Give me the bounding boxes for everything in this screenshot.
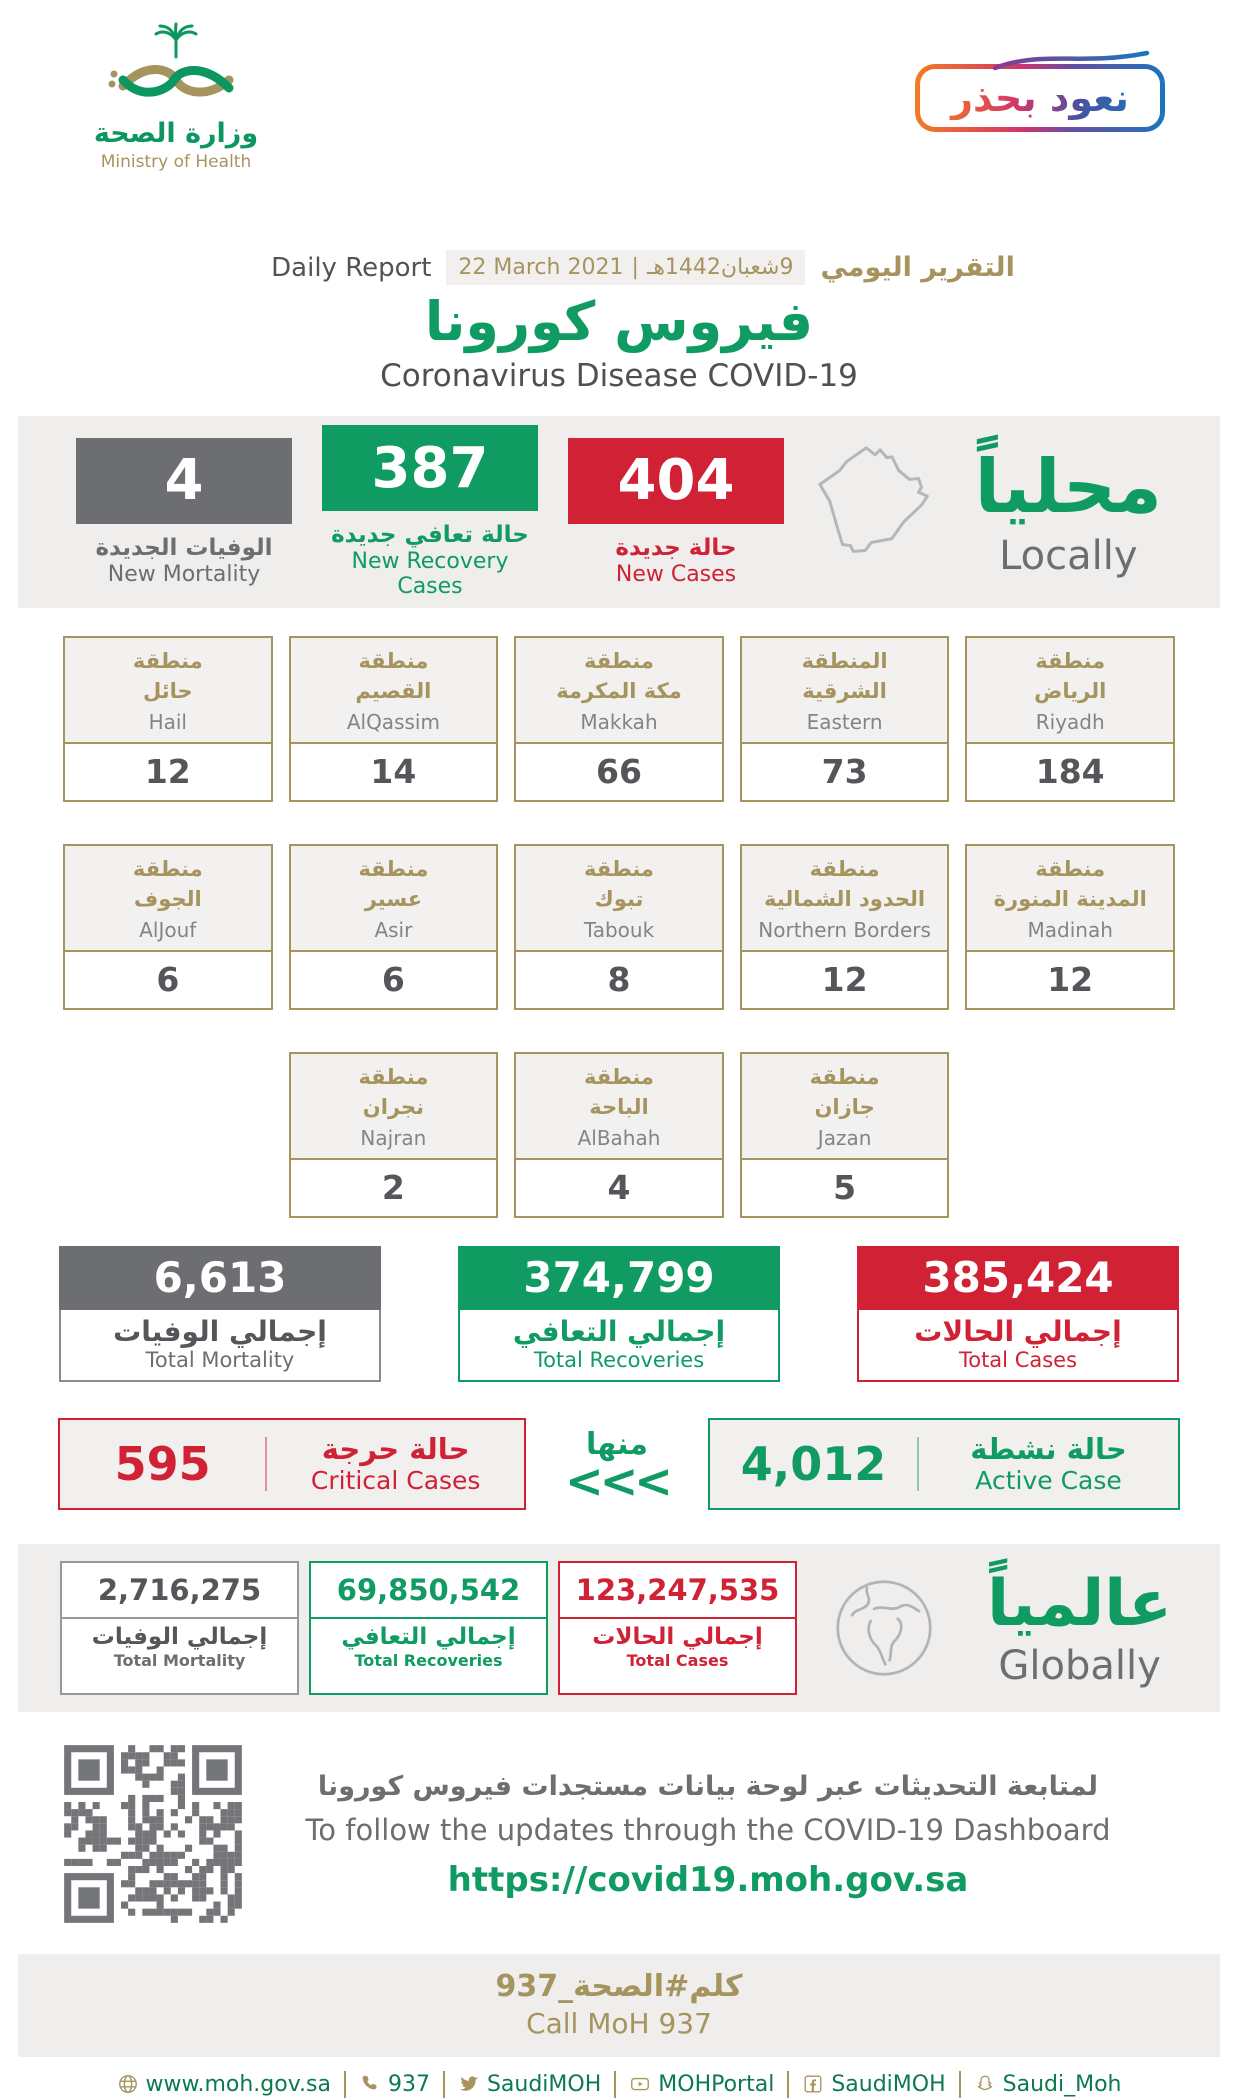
region-card-riyadh	[965, 636, 1175, 802]
region-card-madinah	[965, 844, 1175, 1010]
badge-frame	[915, 64, 1165, 132]
critical-cases-label-en: Critical Cases	[310, 1466, 481, 1496]
call-moh-band	[18, 1954, 1220, 2057]
chevrons-left-icon: <<<	[565, 1453, 669, 1508]
global-mortality-label-ar: إجمالي الوفيات	[91, 1623, 268, 1650]
daily-report-label: Daily Report	[271, 252, 432, 283]
new-recoveries-label-ar: حالة تعافي جديدة	[331, 522, 529, 548]
region-value: 4	[607, 1167, 631, 1207]
date-gregorian: 22 March 2021	[458, 255, 624, 280]
logo-name-english: Ministry of Health	[100, 152, 252, 172]
footer-item-snapchat[interactable]	[974, 2072, 1122, 2097]
footer-phone-label: 937	[387, 2071, 430, 2097]
new-mortality-value: 4	[76, 438, 292, 524]
region-name-ar: منطقة نجران	[358, 1064, 429, 1120]
global-cases-value: 123,247,535	[560, 1563, 795, 1619]
total-recoveries-label-ar: إجمالي التعافي	[512, 1314, 726, 1348]
globally-heading-english: Globally	[998, 1643, 1161, 1690]
dashboard-line-arabic: لمتابعة التحديثات عبر لوحة بيانات مستجدات فيروس كورونا	[317, 1771, 1099, 1803]
global-recoveries-box	[309, 1561, 548, 1695]
new-cases-label-ar: حالة جديدة	[615, 534, 737, 561]
region-name-ar: منطقة الجوف	[132, 856, 203, 912]
footer-facebook-label: SaudiMOH	[831, 2071, 946, 2097]
region-name-en: Jazan	[817, 1125, 872, 1150]
region-name-ar: منطقة الباحة	[584, 1064, 654, 1120]
report-date	[446, 250, 805, 285]
region-value: 8	[607, 959, 631, 999]
locally-heading	[975, 445, 1162, 578]
logo-name-arabic: وزارة الصحة	[93, 118, 259, 149]
region-name-en: AlBahah	[577, 1125, 661, 1150]
region-card-tabouk	[514, 844, 724, 1010]
region-card-northern-borders	[740, 844, 950, 1010]
region-name-en: Makkah	[580, 709, 658, 734]
regions-grid	[63, 636, 1175, 1218]
date-hijri: 9شعبان1442هـ	[646, 255, 794, 280]
new-recoveries-stat	[322, 425, 538, 599]
globally-section	[18, 1544, 1220, 1712]
footer-contact-bar	[18, 2071, 1220, 2098]
region-name-en: Riyadh	[1035, 709, 1105, 734]
global-mortality-label-en: Total Mortality	[113, 1650, 246, 1670]
global-mortality-box	[60, 1561, 299, 1695]
critical-cases-value: 595	[114, 1436, 211, 1491]
badge-text: نعود بحذر	[930, 76, 1150, 120]
footer-item-phone[interactable]	[359, 2072, 430, 2097]
active-cases-box	[708, 1418, 1180, 1510]
region-value: 184	[1035, 751, 1105, 791]
global-recoveries-label-en: Total Recoveries	[354, 1650, 503, 1670]
region-name-en: Madinah	[1027, 917, 1113, 942]
region-name-ar: منطقة الرياض	[1034, 649, 1107, 704]
footer-divider	[344, 2071, 346, 2098]
region-name-en: AlJouf	[139, 917, 197, 942]
region-value: 66	[596, 751, 642, 791]
qr-code	[64, 1736, 242, 1936]
region-card-najran	[289, 1052, 499, 1218]
globe-icon	[117, 2073, 139, 2095]
region-name-ar: منطقة تبوك	[584, 856, 654, 912]
region-card-aljouf	[63, 844, 273, 1010]
global-cases-label-en: Total Cases	[626, 1650, 729, 1670]
total-recoveries	[458, 1246, 780, 1382]
return-with-caution-badge	[915, 48, 1165, 132]
total-mortality-value: 6,613	[59, 1246, 381, 1310]
region-name-en: AlQassim	[346, 709, 440, 734]
region-value: 6	[156, 959, 180, 999]
total-cases	[857, 1246, 1179, 1382]
date-separator: |	[631, 255, 639, 280]
active-cases-value: 4,012	[740, 1436, 887, 1491]
total-cases-label-en: Total Cases	[958, 1347, 1078, 1372]
active-cases-label-en: Active Case	[975, 1466, 1122, 1496]
call-moh-english: Call MoH 937	[526, 2006, 712, 2040]
footer-website-label: www.moh.gov.sa	[145, 2071, 331, 2097]
moh-logo	[76, 24, 276, 172]
locally-heading-english: Locally	[999, 532, 1138, 579]
total-recoveries-label-en: Total Recoveries	[533, 1347, 705, 1372]
phone-icon	[359, 2073, 381, 2095]
youtube-icon	[629, 2073, 651, 2095]
moh-logo-icon	[101, 24, 251, 116]
dashboard-line-english: To follow the updates through the COVID-19 Dashboard	[305, 1813, 1111, 1848]
footer-divider	[787, 2071, 789, 2098]
region-value: 12	[821, 959, 868, 999]
dashboard-section	[18, 1736, 1220, 1936]
critical-active-row	[58, 1418, 1180, 1510]
report-title-row	[42, 250, 1238, 285]
footer-snapchat-label: Saudi_Moh	[1002, 2071, 1122, 2097]
saudi-arabia-map-icon	[810, 440, 958, 584]
region-card-jazan	[740, 1052, 950, 1218]
footer-item-facebook[interactable]	[802, 2072, 945, 2097]
region-name-en: Northern Borders	[758, 917, 931, 942]
region-value: 73	[821, 751, 868, 791]
new-cases-label-en: New Cases	[615, 561, 737, 587]
active-cases-label-ar: حالة نشطة	[970, 1432, 1127, 1467]
snapchat-icon	[974, 2073, 996, 2095]
region-name-ar: منطقة حائل	[132, 649, 203, 704]
region-value: 12	[1047, 959, 1094, 999]
globe-outline-icon	[825, 1569, 943, 1687]
locally-heading-arabic: محلياً	[974, 444, 1162, 531]
of-which-indicator	[565, 1426, 669, 1508]
region-name-en: Eastern	[806, 709, 883, 734]
locally-section	[18, 416, 1220, 608]
region-card-albahah	[514, 1052, 724, 1218]
new-cases-stat	[568, 438, 784, 587]
daily-report-label-arabic: التقرير اليومي	[820, 252, 1015, 283]
region-card-hail	[63, 636, 273, 802]
global-recoveries-value: 69,850,542	[311, 1563, 546, 1619]
region-value: 14	[370, 751, 417, 791]
vertical-divider	[265, 1437, 267, 1491]
region-name-ar: منطقة القصيم	[355, 649, 432, 704]
region-name-ar: منطقة عسير	[358, 856, 429, 912]
new-cases-value: 404	[568, 438, 784, 524]
call-moh-arabic: كلم#الصحة_937	[495, 1968, 743, 2004]
region-card-eastern	[740, 636, 950, 802]
twitter-icon	[458, 2073, 480, 2095]
vertical-divider	[917, 1437, 919, 1491]
footer-divider	[959, 2071, 961, 2098]
region-name-ar: منطقة جازان	[809, 1064, 880, 1120]
totals-row	[59, 1246, 1179, 1382]
total-mortality-label-ar: إجمالي الوفيات	[113, 1314, 327, 1348]
region-value: 12	[144, 751, 191, 791]
region-name-en: Asir	[374, 917, 413, 942]
new-mortality-stat	[76, 438, 292, 587]
new-recoveries-label-en: New Recovery Cases	[351, 549, 509, 599]
footer-item-youtube[interactable]	[629, 2072, 774, 2097]
total-mortality-label-en: Total Mortality	[145, 1347, 295, 1372]
dashboard-url-link[interactable]: https://covid19.moh.gov.sa	[447, 1860, 969, 1901]
footer-item-website[interactable]	[117, 2072, 331, 2097]
global-cases-label-ar: إجمالي الحالات	[592, 1623, 763, 1650]
page-title-english: Coronavirus Disease COVID-19	[380, 358, 858, 394]
region-name-en: Hail	[148, 709, 187, 734]
total-cases-label-ar: إجمالي الحالات	[914, 1314, 1122, 1348]
globally-heading	[987, 1566, 1172, 1689]
footer-twitter-label: SaudiMOH	[486, 2071, 602, 2097]
global-recoveries-label-ar: إجمالي التعافي	[341, 1623, 516, 1650]
page-title-arabic: فيروس كورونا	[424, 290, 814, 353]
region-value: 5	[833, 1167, 857, 1207]
footer-divider	[614, 2071, 616, 2098]
region-card-asir	[289, 844, 499, 1010]
region-name-ar: المنطقة الشرقية	[801, 649, 888, 704]
footer-divider	[443, 2071, 445, 2098]
region-card-makkah	[514, 636, 724, 802]
globally-heading-arabic: عالمياً	[987, 1567, 1172, 1642]
total-cases-value: 385,424	[857, 1246, 1179, 1310]
region-card-alqassim	[289, 636, 499, 802]
global-mortality-value: 2,716,275	[62, 1563, 297, 1619]
region-value: 6	[381, 959, 405, 999]
region-value: 2	[381, 1167, 405, 1207]
region-name-ar: منطقة المدينة المنورة	[993, 856, 1147, 912]
total-mortality	[59, 1246, 381, 1382]
new-mortality-label-ar: الوفيات الجديدة	[95, 534, 273, 561]
daily-report-page	[18, 0, 1220, 2097]
region-name-ar: منطقة مكة المكرمة	[556, 649, 682, 704]
of-which-label: منها	[586, 1426, 648, 1462]
facebook-icon	[802, 2073, 824, 2095]
critical-cases-box	[58, 1418, 526, 1510]
critical-cases-label-ar: حالة حرجة	[321, 1432, 470, 1467]
new-mortality-label-en: New Mortality	[107, 561, 261, 587]
global-cases-box	[558, 1561, 797, 1695]
header	[18, 0, 1220, 238]
region-name-ar: منطقة الحدود الشمالية	[764, 856, 926, 912]
region-name-en: Najran	[360, 1125, 427, 1150]
new-recoveries-value: 387	[322, 425, 538, 511]
footer-item-twitter[interactable]	[458, 2072, 601, 2097]
region-name-en: Tabouk	[583, 917, 655, 942]
footer-youtube-label: MOHPortal	[658, 2071, 775, 2097]
total-recoveries-value: 374,799	[458, 1246, 780, 1310]
